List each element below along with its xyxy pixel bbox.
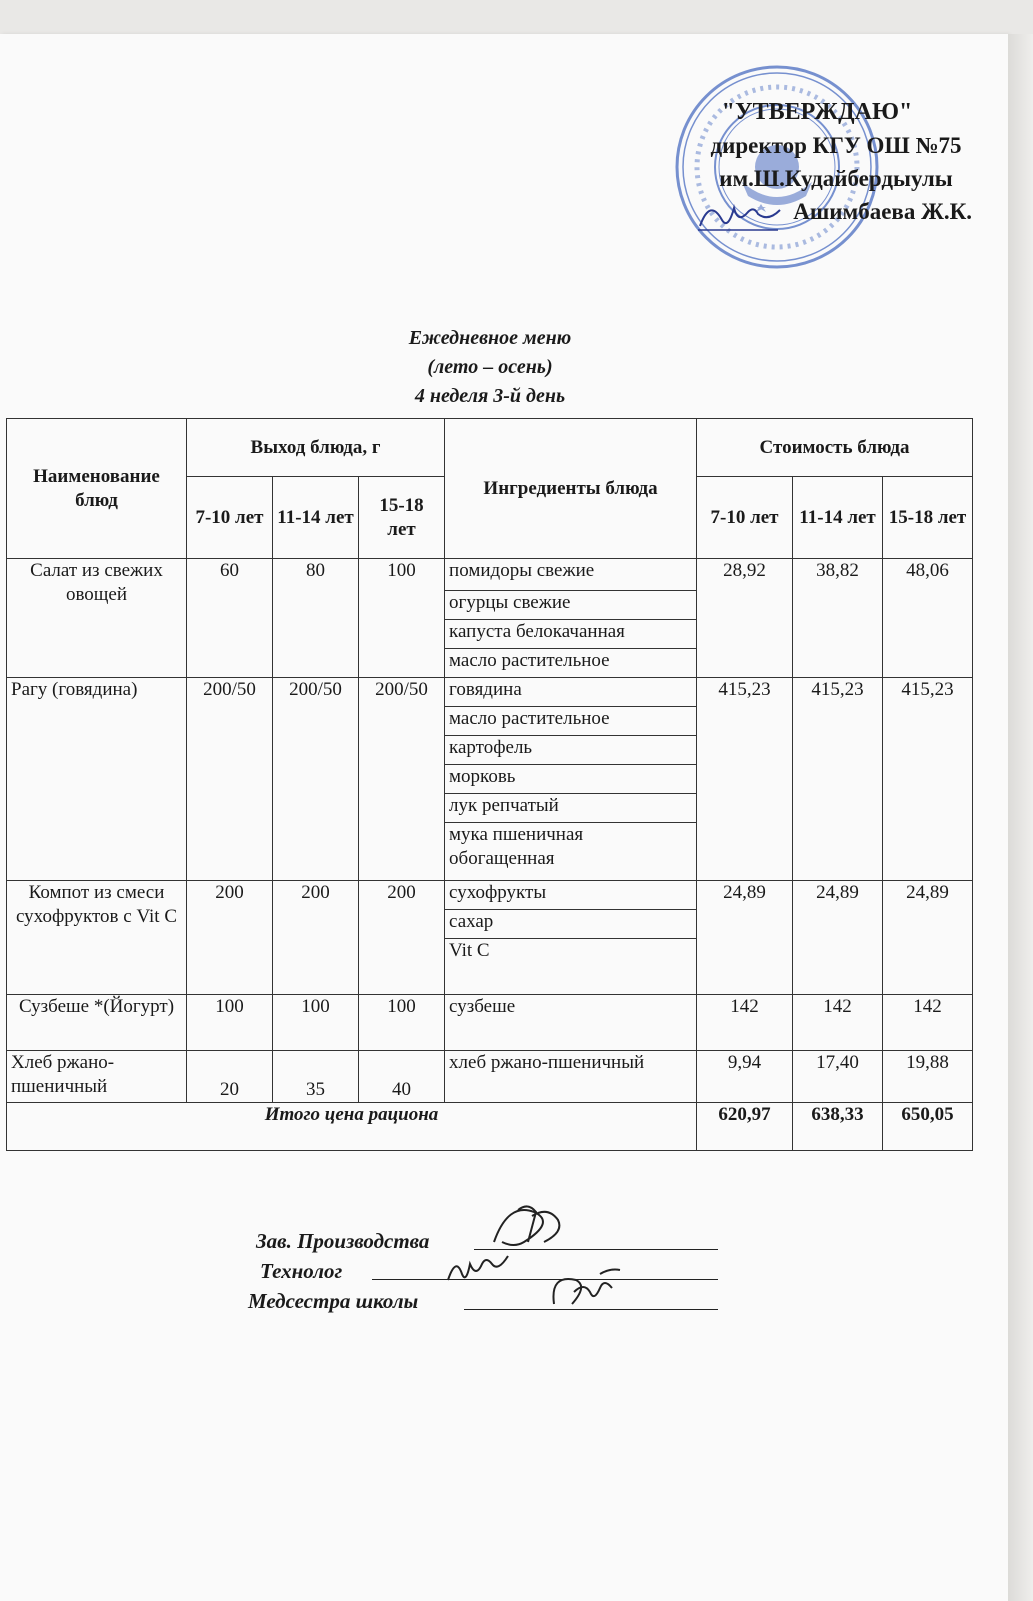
ingredient: лук репчатый — [445, 794, 697, 823]
signature-row — [248, 1286, 718, 1316]
approval-title: "УТВЕРЖДАЮ" — [721, 99, 913, 125]
production-signature — [488, 1200, 578, 1250]
dish-name: Хлеб ржано-пшеничный — [7, 1051, 187, 1103]
ingredient: картофель — [445, 736, 697, 765]
menu-title-block — [0, 324, 980, 411]
dish-name: Салат из свежих овощей — [7, 559, 187, 678]
header-cost: Стоимость блюда — [697, 419, 973, 477]
dish-name: Рагу (говядина) — [7, 678, 187, 881]
ingredient: огурцы свежие — [445, 591, 697, 620]
menu-day: 4 неделя 3-й день — [414, 385, 566, 407]
dish-cost: 24,89 — [697, 881, 793, 995]
signature-row — [248, 1256, 718, 1286]
header-yield: Выход блюда, г — [187, 419, 445, 477]
dish-cost: 17,40 — [793, 1051, 883, 1103]
ingredient: сухофрукты — [445, 881, 697, 910]
dish-cost: 19,88 — [883, 1051, 973, 1103]
header-yield-age: 7-10 лет — [187, 477, 273, 559]
dish-cost: 24,89 — [793, 881, 883, 995]
table-row — [7, 881, 973, 910]
dish-yield: 200/50 — [359, 678, 445, 881]
table-row — [7, 1051, 973, 1103]
dish-cost: 415,23 — [697, 678, 793, 881]
page-edge — [1008, 34, 1033, 1601]
header-cost-age: 11-14 лет — [793, 477, 883, 559]
signature-label-nurse: Медсестра школы — [248, 1289, 419, 1313]
dish-cost: 415,23 — [883, 678, 973, 881]
dish-cost: 48,06 — [883, 559, 973, 678]
dish-yield: 80 — [273, 559, 359, 678]
table-row — [7, 995, 973, 1051]
total-cost: 620,97 — [697, 1103, 793, 1151]
dish-name: Сузбеше *(Йогурт) — [7, 995, 187, 1051]
dish-yield: 100 — [187, 995, 273, 1051]
approval-school: им.Ш.Кудайбердыулы — [719, 166, 953, 191]
menu-title: Ежедневное меню — [408, 327, 572, 349]
ingredient: масло растительное — [445, 707, 697, 736]
ingredient: помидоры свежие — [445, 559, 697, 591]
header-yield-age: 15-18 лет — [359, 477, 445, 559]
ingredient: сузбеше — [445, 995, 697, 1051]
ingredient: Vit C — [445, 939, 697, 995]
dish-yield: 200/50 — [273, 678, 359, 881]
dish-cost: 142 — [793, 995, 883, 1051]
header-yield-age: 11-14 лет — [273, 477, 359, 559]
ingredient: мука пшеничная обогащенная — [445, 823, 697, 881]
dish-cost: 24,89 — [883, 881, 973, 995]
ingredient: масло растительное — [445, 649, 697, 678]
ingredient: капуста белокачанная — [445, 620, 697, 649]
menu-table — [6, 418, 973, 1151]
dish-yield: 200/50 — [187, 678, 273, 881]
dish-cost: 38,82 — [793, 559, 883, 678]
signature-label-production: Зав. Производства — [256, 1229, 430, 1253]
approval-block — [676, 96, 996, 228]
dish-yield: 20 — [187, 1051, 273, 1103]
dish-yield: 40 — [359, 1051, 445, 1103]
dish-name: Компот из смеси сухофруктов с Vit C — [7, 881, 187, 995]
ingredient: сахар — [445, 910, 697, 939]
nurse-signature — [544, 1264, 624, 1314]
approval-director-name: Ашимбаева Ж.К. — [793, 199, 972, 224]
dish-yield: 200 — [187, 881, 273, 995]
dish-yield: 100 — [359, 995, 445, 1051]
table-row — [7, 678, 973, 707]
header-cost-age: 7-10 лет — [697, 477, 793, 559]
table-row — [7, 559, 973, 591]
dish-yield: 200 — [273, 881, 359, 995]
ingredient: говядина — [445, 678, 697, 707]
dish-yield: 60 — [187, 559, 273, 678]
signature-label-technologist: Технолог — [260, 1259, 343, 1283]
dish-cost: 142 — [697, 995, 793, 1051]
dish-yield: 100 — [273, 995, 359, 1051]
header-cost-age: 15-18 лет — [883, 477, 973, 559]
header-ingredients: Ингредиенты блюда — [445, 419, 697, 559]
menu-season: (лето – осень) — [427, 356, 553, 378]
ingredient: хлеб ржано-пшеничный — [445, 1051, 697, 1103]
ingredient: морковь — [445, 765, 697, 794]
dish-yield: 100 — [359, 559, 445, 678]
dish-cost: 28,92 — [697, 559, 793, 678]
dish-yield: 35 — [273, 1051, 359, 1103]
dish-yield: 200 — [359, 881, 445, 995]
total-cost: 638,33 — [793, 1103, 883, 1151]
technologist-signature — [444, 1252, 514, 1286]
dish-cost: 9,94 — [697, 1051, 793, 1103]
approval-position: директор КГУ ОШ №75 — [710, 133, 962, 158]
header-dish-name: Наименование блюд — [7, 419, 187, 559]
total-row — [7, 1103, 973, 1151]
dish-cost: 142 — [883, 995, 973, 1051]
total-cost: 650,05 — [883, 1103, 973, 1151]
dish-cost: 415,23 — [793, 678, 883, 881]
signature-block — [248, 1226, 718, 1316]
total-label: Итого цена рациона — [7, 1103, 697, 1151]
